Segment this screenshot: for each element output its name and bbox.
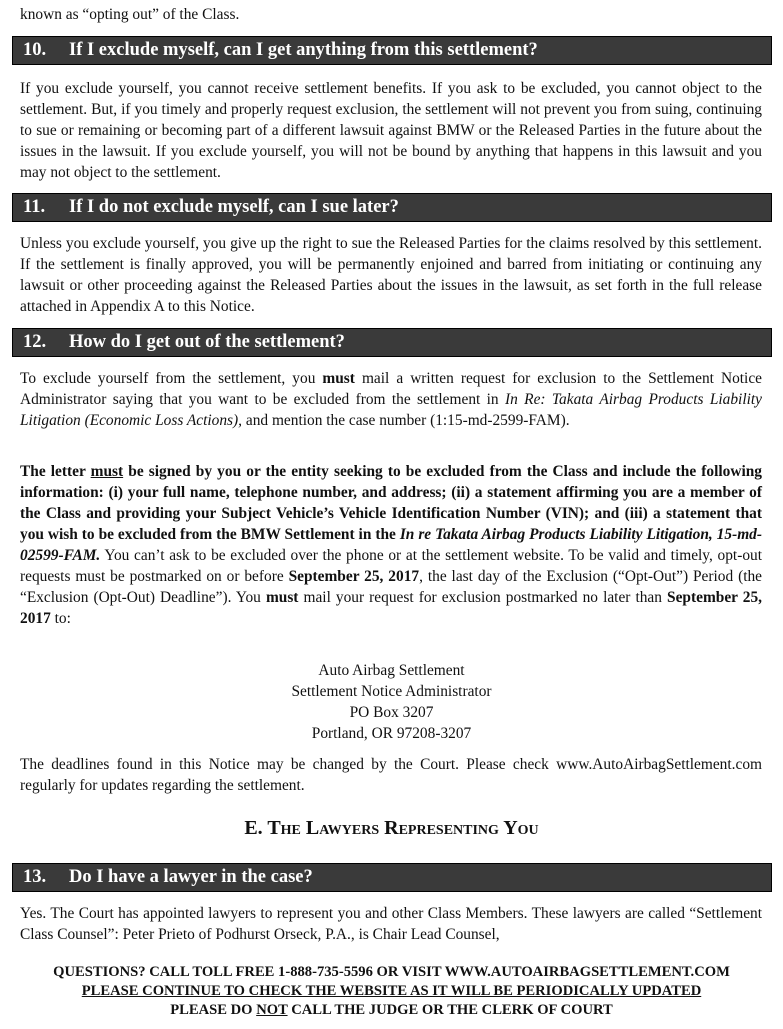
question-13-header bbox=[12, 863, 772, 892]
question-number: 13. bbox=[23, 867, 47, 887]
question-title: If I do not exclude myself, can I sue later? bbox=[69, 197, 399, 217]
question-13-answer: Yes. The Court has appointed lawyers to represent you and other Class Members. These lawyers are called “Settlement Class Counsel”: Peter Prieto of Podhurst Orseck, P.A., is Chair Lead Counsel, bbox=[20, 905, 762, 943]
question-10-header bbox=[12, 36, 772, 65]
section-e-title: E. The Lawyers Representing You bbox=[244, 817, 539, 839]
address-line: PO Box 3207 bbox=[349, 704, 434, 721]
question-title: How do I get out of the settlement? bbox=[69, 332, 345, 352]
address-line: Settlement Notice Administrator bbox=[291, 683, 492, 700]
question-10-answer: If you exclude yourself, you cannot receive settlement benefits. If you ask to be excluded, you cannot object to the settlement. But, if you timely and properly request exclusion, the settlement will not prevent you from suing, continuing to sue or remaining or becoming part of a different lawsuit against BMW or the Released Parties in the future about the issues in the lawsuit. If you exclude yourself, you will not be bound by anything that happens in this lawsuit and you may not object to the settlement. bbox=[20, 80, 762, 181]
question-title: If I exclude myself, can I get anything from this settlement? bbox=[69, 40, 538, 60]
footer-website-notice: PLEASE CONTINUE TO CHECK THE WEBSITE AS IT WILL BE PERIODICALLY UPDATED bbox=[81, 983, 702, 999]
question-number: 11. bbox=[23, 197, 46, 217]
address-line: Portland, OR 97208-3207 bbox=[311, 725, 472, 742]
question-12-paragraph-2: The letter must be signed by you or the entity seeking to be excluded from the Class and include the following information: (i) your full name, telephone number, and address; (ii) a statement affirming you are a member of the Class and providing your Subject Vehicle’s Vehicle Identification Number (VIN); and (iii) a statement that you wish to be excluded from the BMW Settlement in the In re Takata Airbag Products Liability Litigation, 15-md-02599-FAM. You can’t ask to be excluded over the phone or at the settlement website. To be valid and timely, opt-out requests must be postmarked on or before September 25, 2017, the last day of the Exclusion (“Opt-Out”) Period (the “Exclusion (Opt-Out) Deadline”). You must mail your request for exclusion postmarked no later than September 25, 2017 to: bbox=[20, 463, 763, 627]
address-line: Auto Airbag Settlement bbox=[318, 662, 465, 679]
question-12-paragraph-3: The deadlines found in this Notice may be changed by the Court. Please check www.AutoAirbagSettlement.com regularly for updates regarding the settlement. bbox=[20, 756, 762, 794]
footer-contact-line: QUESTIONS? CALL TOLL FREE 1-888-735-5596 OR VISIT WWW.AUTOAIRBAGSETTLEMENT.COM bbox=[53, 964, 730, 980]
question-12-header bbox=[12, 328, 772, 357]
question-title: Do I have a lawyer in the case? bbox=[69, 867, 313, 887]
question-11-header bbox=[12, 193, 772, 222]
question-number: 12. bbox=[23, 332, 47, 352]
lead-text: known as “opting out” of the Class. bbox=[20, 6, 240, 23]
page-footer bbox=[0, 963, 783, 1020]
mailing-address bbox=[0, 660, 783, 744]
question-number: 10. bbox=[23, 40, 47, 60]
question-11-answer: Unless you exclude yourself, you give up the right to sue the Released Parties for the claims resolved by this settlement. If the settlement is finally approved, you will be permanently enjoined and barred from initiating or continuing any lawsuit or other proceeding against the Released Parties about the issues in the lawsuit, as set forth in the full release attached in Appendix A to this Notice. bbox=[20, 235, 762, 315]
footer-warning: PLEASE DO NOT CALL THE JUDGE OR THE CLERK OF COURT bbox=[170, 1002, 613, 1018]
question-12-paragraph-1: To exclude yourself from the settlement, you must mail a written request for exclusion to the Settlement Notice Administrator saying that you want to be excluded from the settlement in In Re: Takata Airbag Products Liability Litigation (Economic Loss Actions), and mention the case number (1:15-md-2599-FAM). bbox=[20, 370, 762, 429]
